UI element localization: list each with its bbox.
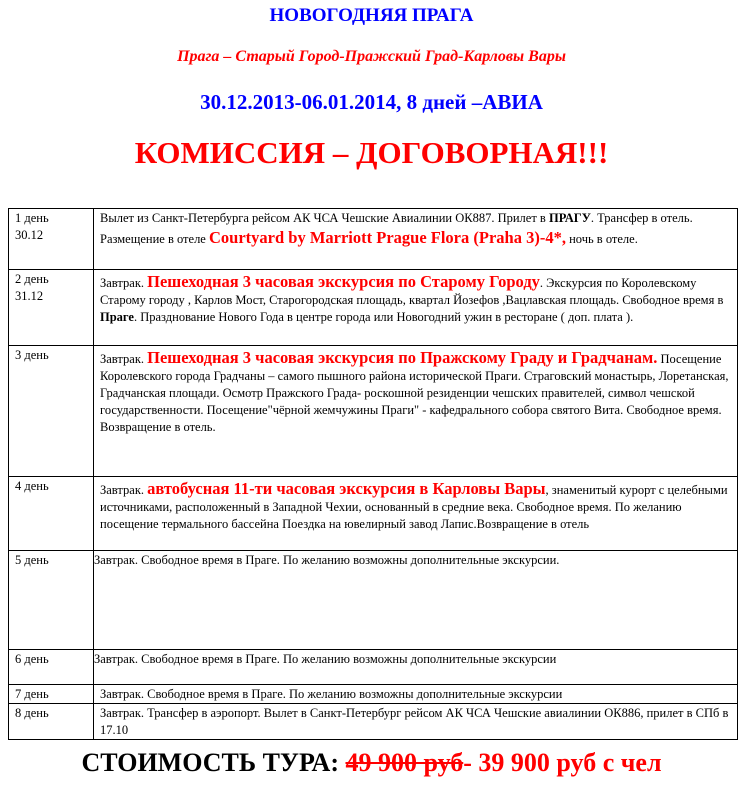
day-description: [94, 551, 738, 650]
excursion-highlight: Пешеходная 3 часовая экскурсия по Пражскому Граду и Градчанам.: [147, 348, 658, 367]
desc-text: , знаменитый курорт с целебными источниками, расположенный в Западной Чехии, основанный в средние века. Свободное время. По желанию посещение термального бассейна Поездка на ювелирный завод Лапис.Возвращение в отель: [100, 483, 728, 531]
day-label: 2 день: [15, 272, 49, 286]
day-date: 31.12: [15, 289, 44, 303]
day-label: 4 день: [15, 479, 49, 493]
table-row: [9, 685, 738, 704]
day-label: 8 день: [15, 706, 49, 720]
day-description: [94, 270, 738, 346]
desc-text: Завтрак. Трансфер в аэропорт. Вылет в Санкт-Петербург рейсом АК ЧСА Чешские авиалинии ОК886, прилет в СПб в 17.10: [100, 706, 729, 737]
day-description: [94, 704, 738, 740]
day-label: 7 день: [15, 687, 49, 701]
table-row: [9, 650, 738, 685]
table-row: [9, 270, 738, 346]
day-label: 3 день: [15, 348, 49, 362]
desc-bold: ПРАГУ: [548, 211, 591, 225]
day-description: [94, 346, 738, 477]
day-cell: [9, 704, 94, 740]
desc-text: Завтрак. Свободное время в Праге. По желанию возможны дополнительные экскурсии: [100, 687, 563, 701]
day-description: [94, 685, 738, 704]
desc-text: . Трансфер в отель. Размещение в отеле: [100, 211, 693, 246]
table-row: [9, 346, 738, 477]
tour-dates: 30.12.2013-06.01.2014, 8 дней –АВИА: [200, 90, 543, 114]
table-row: [9, 551, 738, 650]
hotel-highlight: Courtyard by Marriott Prague Flora (Praha 3)-4*,: [208, 228, 566, 247]
desc-text: Вылет из Санкт-Петербурга рейсом АК ЧСА Чешские Авиалинии ОК887. Прилет в: [100, 211, 549, 225]
desc-text: . Экскурсия по Королевскому Старому городу , Карлов Мост, Старогородская площадь, квартал Йозефов ,Вацлавская площадь. Свободное время в: [100, 276, 724, 307]
day-label: 1 день: [15, 211, 49, 225]
desc-text: Посещение Королевского города Градчаны – самого пышного района исторической Праги. Страговский монастырь, Лоретанская, Градчанская площади. Осмотр Пражского Града- роскошной резиденции чешских правителей, символ чешской государственности. Посещение"чёрной жемчужины Праги" - кафедрального собора святого Вита. Свободное время. Возвращение в отель.: [100, 352, 729, 434]
table-row: [9, 209, 738, 270]
day-cell: [9, 209, 94, 270]
day-description: [94, 650, 738, 685]
desc-text: Завтрак.: [100, 276, 148, 290]
new-price: - 39 900 руб с чел: [463, 748, 662, 777]
desc-bold: Праге: [100, 310, 134, 324]
desc-text: Завтрак.: [100, 352, 148, 366]
table-row: [9, 477, 738, 551]
commission-banner: КОМИССИЯ – ДОГОВОРНАЯ!!!: [134, 135, 609, 170]
day-cell: [9, 477, 94, 551]
day-label: 5 день: [15, 553, 49, 567]
excursion-highlight: Пешеходная 3 часовая экскурсия по Старому Городу: [147, 272, 540, 291]
page-title: НОВОГОДНЯЯ ПРАГА: [269, 5, 474, 26]
tour-price: [0, 748, 743, 778]
desc-text: Завтрак. Свободное время в Праге. По желанию возможны дополнительные экскурсии.: [94, 553, 560, 567]
route-subtitle: Прага – Старый Город-Пражский Град-Карловы Вары: [177, 48, 566, 65]
day-cell: [9, 685, 94, 704]
itinerary-table: [8, 208, 738, 740]
desc-text: Завтрак.: [100, 483, 148, 497]
table-row: [9, 704, 738, 740]
day-cell: [9, 650, 94, 685]
day-cell: [9, 551, 94, 650]
day-description: [94, 209, 738, 270]
excursion-highlight: автобусная 11-ти часовая экскурсия в Карловы Вары: [147, 479, 546, 498]
old-price: 49 900 руб: [345, 748, 464, 777]
desc-text: ночь в отеле.: [565, 232, 638, 246]
day-label: 6 день: [15, 652, 49, 666]
desc-text: Завтрак. Свободное время в Праге. По желанию возможны дополнительные экскурсии: [94, 652, 557, 666]
price-label: СТОИМОСТЬ ТУРА:: [81, 748, 346, 777]
day-cell: [9, 270, 94, 346]
day-description: [94, 477, 738, 551]
day-cell: [9, 346, 94, 477]
desc-text: . Празднование Нового Года в центре города или Новогодний ужин в ресторане ( доп. плата ).: [133, 310, 634, 324]
day-date: 30.12: [15, 228, 44, 242]
